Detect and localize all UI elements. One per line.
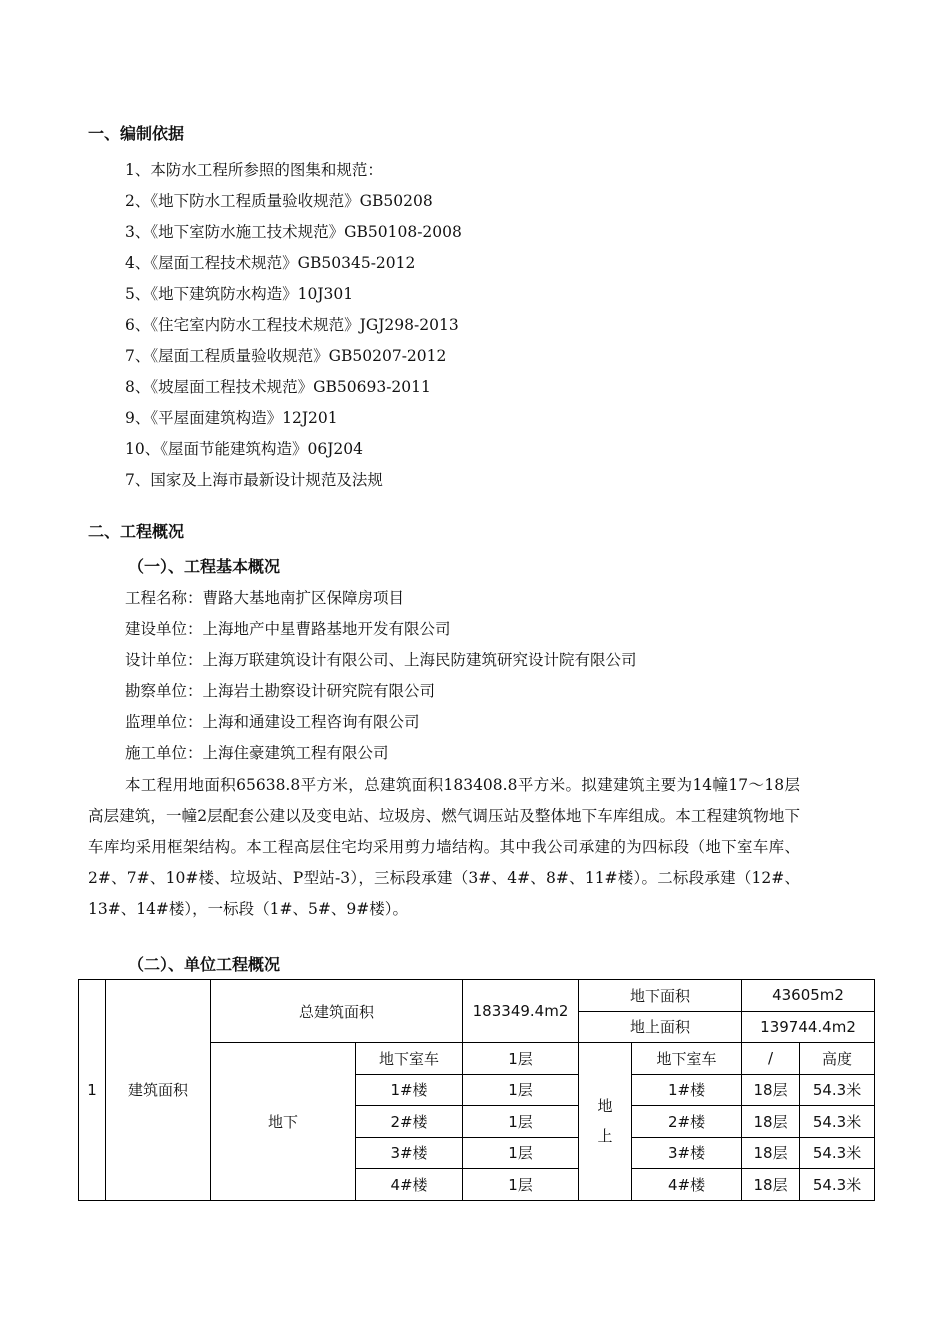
project-info-line: 设计单位：上海万联建筑设计有限公司、上海民防建筑研究设计院有限公司: [125, 651, 637, 669]
row-index: 1: [79, 980, 106, 1201]
basis-item: 4、《屋面工程技术规范》GB50345-2012: [125, 254, 416, 272]
underground-label: 地下: [211, 1043, 356, 1201]
ag-building-height: 54.3米: [800, 1106, 875, 1138]
unit-overview-table: [78, 979, 875, 1201]
section-heading-basis: 一、编制依据: [88, 124, 185, 143]
basis-item: 7、国家及上海市最新设计规范及法规: [125, 471, 383, 489]
ag-building-floors: 18层: [742, 1074, 800, 1106]
ag-building-height: 54.3米: [800, 1137, 875, 1169]
project-info-line: 建设单位：上海地产中星曹路基地开发有限公司: [125, 620, 451, 638]
total-area-value: 183349.4m2: [463, 980, 579, 1043]
basis-item: 3、《地下室防水施工技术规范》GB50108-2008: [125, 223, 462, 241]
ag-building-name: 2#楼: [632, 1106, 742, 1138]
underground-area-label: 地下面积: [579, 980, 742, 1012]
basis-item: 1、本防水工程所参照的图集和规范：: [125, 161, 383, 179]
ag-building-height: 54.3米: [800, 1169, 875, 1201]
ug-building-floors: 1层: [463, 1074, 579, 1106]
project-info-line: 监理单位：上海和通建设工程咨询有限公司: [125, 713, 420, 731]
ug-building-name: 3#楼: [356, 1137, 463, 1169]
aboveground-area-label: 地上面积: [579, 1011, 742, 1043]
project-description: 本工程用地面积65638.8平方米，总建筑面积183408.8平方米。拟建建筑主要为14幢17～18层高层建筑，一幢2层配套公建以及变电站、垃圾房、燃气调压站及整体地下车库组成。本工程建筑物地下车库均采用框架结构。本工程高层住宅均采用剪力墙结构。其中我公司承建的为四标段（地下室车库、2#、7#、10#楼、垃圾站、P型站-3），三标段承建（3#、4#、8#、11#楼）。二标段承建（12#、13#、14#楼），一标段（1#、5#、9#楼）。: [88, 776, 800, 918]
table-row: [79, 980, 875, 1012]
ug-building-name: 4#楼: [356, 1169, 463, 1201]
ug-building-name: 1#楼: [356, 1074, 463, 1106]
project-info-line: 勘察单位：上海岩土勘察设计研究院有限公司: [125, 682, 436, 700]
project-info-line: 施工单位：上海住豪建筑工程有限公司: [125, 744, 389, 762]
section-heading-overview: 二、工程概况: [88, 522, 185, 541]
basis-item: 7、《屋面工程质量验收规范》GB50207-2012: [125, 347, 447, 365]
ug-building-floors: 1层: [463, 1043, 579, 1075]
underground-area-value: 43605m2: [742, 980, 875, 1012]
basis-item: 9、《平屋面建筑构造》12J201: [125, 409, 338, 427]
basis-item: 10、《屋面节能建筑构造》06J204: [125, 440, 363, 458]
basis-item: 8、《坡屋面工程技术规范》GB50693-2011: [125, 378, 431, 396]
ag-header-height: 高度: [800, 1043, 875, 1075]
aboveground-area-value: 139744.4m2: [742, 1011, 875, 1043]
basis-item: 2、《地下防水工程质量验收规范》GB50208: [125, 192, 433, 210]
aboveground-label-text: 地上: [597, 1097, 613, 1146]
aboveground-label: [579, 1043, 632, 1201]
ag-building-name: 1#楼: [632, 1074, 742, 1106]
ag-building-height: 54.3米: [800, 1074, 875, 1106]
ug-building-floors: 1层: [463, 1137, 579, 1169]
ag-building-floors: 18层: [742, 1137, 800, 1169]
category-cell: 建筑面积: [106, 980, 211, 1201]
ag-building-name: 3#楼: [632, 1137, 742, 1169]
ag-building-floors: 18层: [742, 1106, 800, 1138]
basis-item: 6、《住宅室内防水工程技术规范》JGJ298-2013: [125, 316, 459, 334]
ug-building-floors: 1层: [463, 1169, 579, 1201]
ag-header-slash: /: [742, 1043, 800, 1075]
ug-building-name: 地下室车: [356, 1043, 463, 1075]
project-info-line: 工程名称：曹路大基地南扩区保障房项目: [125, 589, 405, 607]
ag-building-floors: 18层: [742, 1169, 800, 1201]
subsection-heading-unit: （二）、单位工程概况: [128, 955, 281, 974]
ag-building-name: 4#楼: [632, 1169, 742, 1201]
basis-item: 5、《地下建筑防水构造》10J301: [125, 285, 354, 303]
ug-building-name: 2#楼: [356, 1106, 463, 1138]
subsection-heading-basic: （一）、工程基本概况: [128, 557, 281, 576]
ag-building-name: 地下室车: [632, 1043, 742, 1075]
total-area-label: 总建筑面积: [211, 980, 463, 1043]
ug-building-floors: 1层: [463, 1106, 579, 1138]
